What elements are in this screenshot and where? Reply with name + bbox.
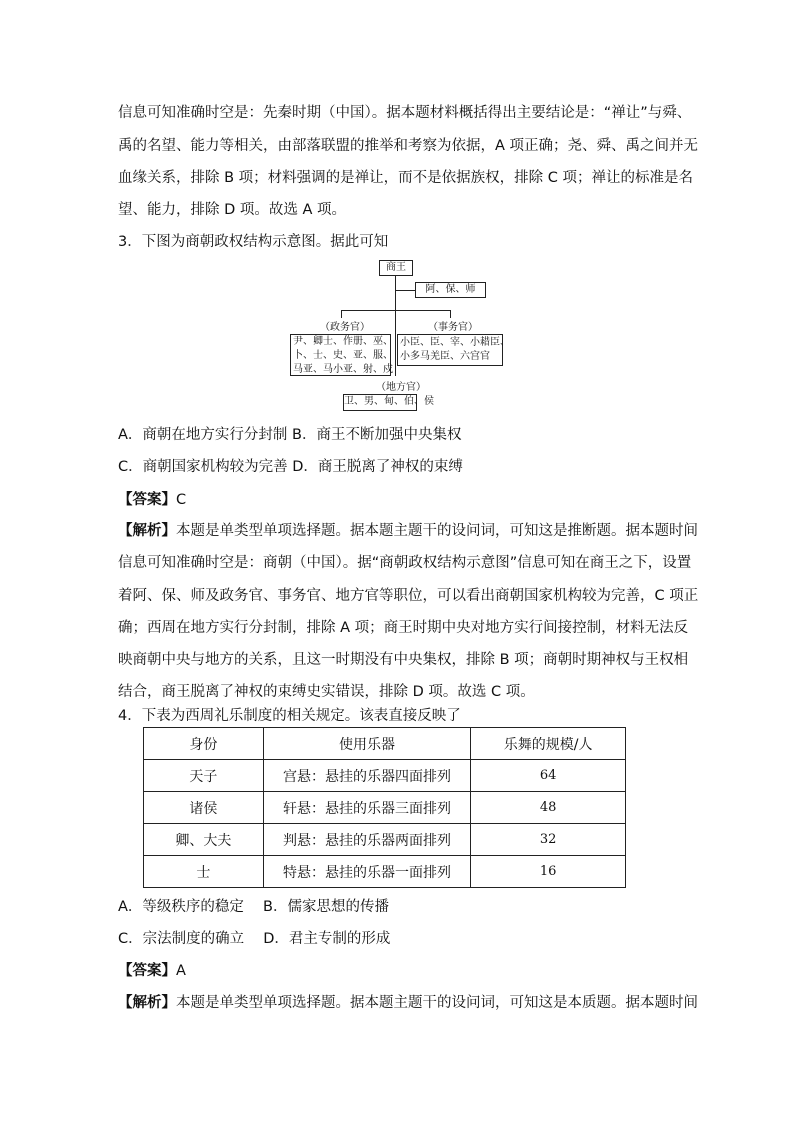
table-cell: 天子 [144,760,264,792]
question-4-option: C．宗法制度的确立 D．君主专制的形成 [118,931,391,947]
diagram-admin-box [290,334,391,376]
answer-value: C [176,492,187,508]
table-cell: 士 [144,856,264,888]
question-4-answer [118,961,186,981]
question-3-option: C．商朝国家机构较为完善 D．商王脱离了神权的束缚 [118,459,463,475]
question-4-option: A．等级秩序的稳定 B．儒家思想的传播 [118,899,389,915]
question-3-analysis-line: 结合，商王脱离了神权的束缚史实错误，排除 D 项。故选 C 项。 [118,684,535,700]
table-header: 乐舞的规模/人 [471,728,626,760]
diagram-affairs-line: 小多马羌臣、六宫官 [400,351,490,362]
diagram-connector [395,276,396,310]
table-row [144,760,626,792]
table-cell: 48 [471,792,626,824]
question-4-analysis-line [118,993,698,1013]
diagram-admin-line: 卜、士、史、亚、服、 [293,350,393,361]
table-cell: 卿、大夫 [144,824,264,856]
analysis-text: 本题是单类型单项选择题。据本题主题干的设问词，可知这是本质题。据本题时间 [176,995,698,1011]
table-cell: 16 [471,856,626,888]
question-3-analysis-line [118,521,698,541]
answer-label: 【答案】 [118,492,176,508]
answer-label: 【答案】 [118,963,176,979]
diagram-affairs-label: （事务官） [428,322,478,333]
analysis-label: 【解析】 [118,995,176,1011]
diagram-king-box: 商王 [379,260,413,276]
diagram-admin-line: 马亚、马小亚、射、戍 [293,364,393,375]
diagram-local-box: 卫、男、甸、伯、侯 [343,394,417,411]
diagram-local-label: （地方官） [376,382,426,393]
analysis-text: 本题是单类型单项选择题。据本题主题干的设问词，可知这是推断题。据本题时间 [176,523,698,539]
table-cell: 特悬：悬挂的乐器一面排列 [263,856,471,888]
diagram-advisors-box: 阿、保、师 [415,282,486,298]
table-cell: 32 [471,824,626,856]
question-3-analysis-line: 着阿、保、师及政务官、事务官、地方官等职位，可以看出商朝国家机构较为完善，C 项正 [118,588,699,604]
diagram-connector [395,310,396,376]
table-header: 使用乐器 [263,728,471,760]
answer-value: A [176,963,186,979]
table-row [144,856,626,888]
table-cell: 64 [471,760,626,792]
diagram-admin-label: （政务官） [320,322,370,333]
question-4-stem: 4．下表为西周礼乐制度的相关规定。该表直接反映了 [118,708,461,724]
question-3-answer [118,490,186,510]
question-3-analysis-line: 确；西周在地方实行分封制，排除 A 项；商王时期中央对地方实行间接控制，材料无法反 [118,620,689,636]
question-3-analysis-line: 信息可知准确时空是：商朝（中国）。据“商朝政权结构示意图”信息可知在商王之下，设置 [118,555,692,571]
zhou-rites-table [143,727,626,888]
diagram-connector [450,310,451,318]
table-cell: 判悬：悬挂的乐器两面排列 [263,824,471,856]
diagram-admin-line: 尹、卿士、作册、巫、 [293,336,393,347]
diagram-affairs-box [397,334,510,366]
diagram-affairs-line: 小臣、臣、宰、小耤臣、 [400,337,510,348]
diagram-connector [341,310,342,318]
text-line: 信息可知准确时空是：先秦时期（中国）。据本题材料概括得出主要结论是：“禅让”与舜、 [118,105,692,121]
text-line: 望、能力，排除 D 项。故选 A 项。 [118,202,347,218]
table-row [144,792,626,824]
analysis-label: 【解析】 [118,523,176,539]
table-cell: 宫悬：悬挂的乐器四面排列 [263,760,471,792]
question-3-analysis-line: 映商朝中央与地方的关系，且这一时期没有中央集权，排除 B 项；商朝时期神权与王权相 [118,652,689,668]
table-cell: 轩悬：悬挂的乐器三面排列 [263,792,471,824]
question-3-option: A．商朝在地方实行分封制 B．商王不断加强中央集权 [118,427,462,443]
text-line: 血缘关系，排除 B 项；材料强调的是禅让，而不是依据族权，排除 C 项；禅让的标准是名 [118,170,694,186]
table-header: 身份 [144,728,264,760]
table-header-row [144,728,626,760]
table-row [144,824,626,856]
question-3-stem: 3．下图为商朝政权结构示意图。据此可知 [118,234,389,250]
diagram-connector [395,290,415,291]
table-cell: 诸侯 [144,792,264,824]
text-line: 禹的名望、能力等相关，由部落联盟的推举和考察为依据，A 项正确；尧、舜、禹之间并无 [118,138,699,154]
